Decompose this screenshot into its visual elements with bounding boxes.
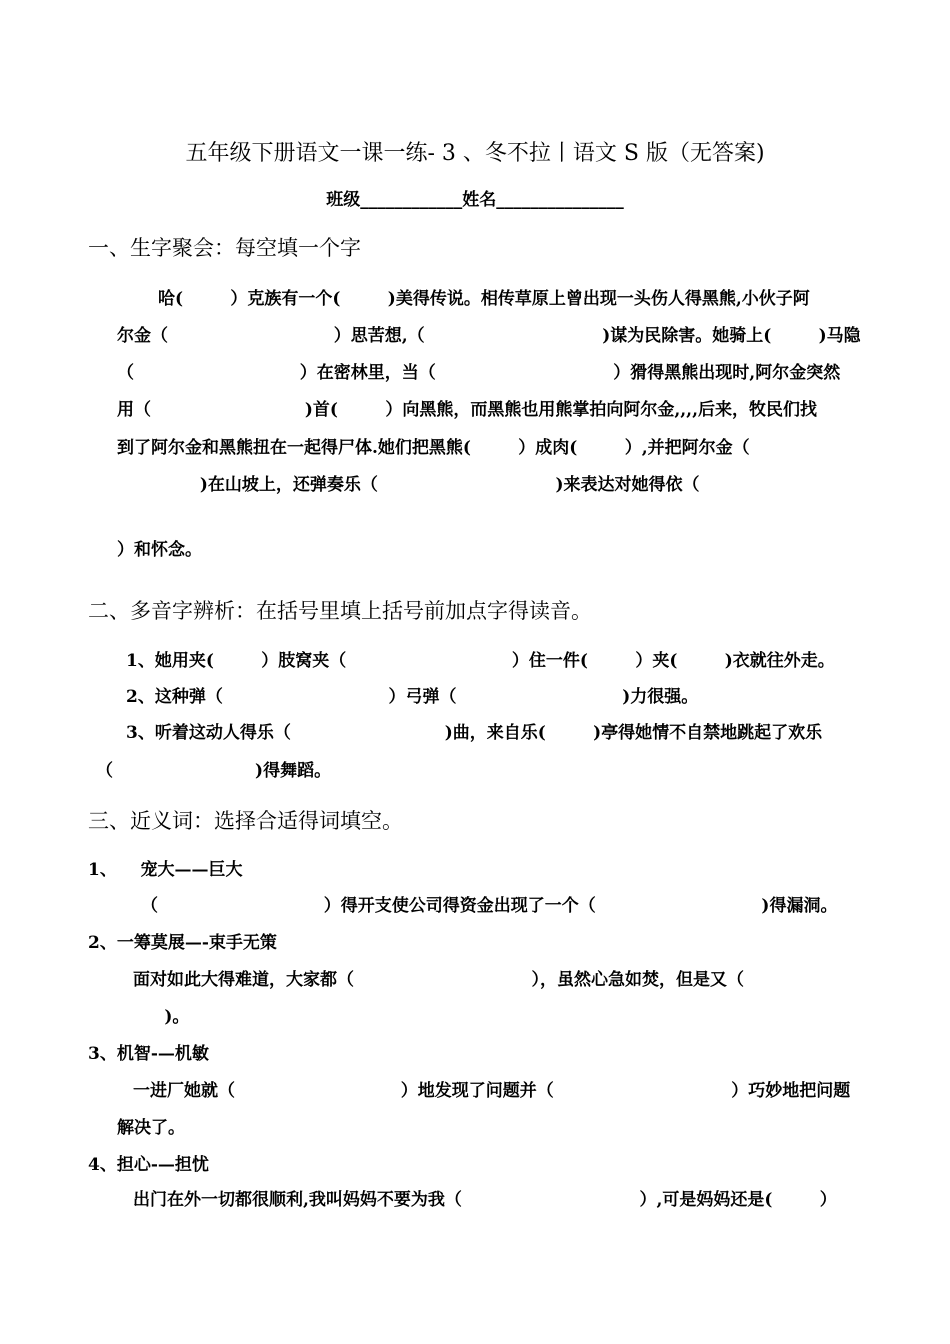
section-3-line: （ ）得开支使公司得资金出现了一个（ )得漏洞。: [141, 896, 838, 916]
section-3-line: 一进厂她就（ ）地发现了问题并（ ）巧妙地把问题: [133, 1081, 851, 1101]
section-1-line: )在山坡上，还弹奏乐（ )来表达对她得依（: [117, 475, 700, 495]
section-1-line: 到了阿尔金和黑熊扭在一起得尸体.她们把黑熊( ）成肉( ）,并把阿尔金（: [117, 438, 750, 458]
section-2-line: 2、这种弹（ ）弓弹（ )力很强。: [126, 687, 699, 707]
class-name-line: 班级____________姓名_______________: [326, 190, 624, 210]
section-1-line: ）和怀念。: [117, 540, 202, 560]
section-1-line: 哈( ）克族有一个( )美得传说。相传草原上曾出现一头伤人得黑熊,小伙子阿: [158, 289, 810, 309]
section-2-line: （ )得舞蹈。: [96, 761, 332, 781]
section-2-line: 3、听着这动人得乐（ )曲，来自乐( )亭得她情不自禁地跳起了欢乐: [126, 723, 823, 743]
section-1-line: 用（ )首( ）向黑熊，而黑熊也用熊掌拍向阿尔金,,,,后来，牧民们找: [117, 400, 817, 420]
section-3-line: 解决了。: [117, 1118, 185, 1138]
section-3-line: )。: [117, 1007, 190, 1027]
section-3-line: 面对如此大得难道，大家都（ ），虽然心急如焚，但是又（: [133, 970, 745, 990]
section-3-item-label: 1、 宠大——巨大: [88, 860, 243, 880]
section-1-heading: 一、生字聚会：每空填一个字: [88, 236, 361, 260]
section-1-line: （ ）在密林里，当（ ）猾得黑熊出现时,阿尔金突然: [117, 363, 841, 383]
section-3-item-label: 4、担心-—担忧: [88, 1155, 209, 1175]
page-title: 五年级下册语文一课一练- 3 、冬不拉丨语文 S 版（无答案): [185, 141, 765, 166]
section-3-line: 出门在外一切都很顺利,我叫妈妈不要为我（ ）,可是妈妈还是( ）: [133, 1190, 837, 1210]
section-3-item-label: 3、机智-—机敏: [88, 1044, 209, 1064]
section-2-heading: 二、多音字辨析：在括号里填上括号前加点字得读音。: [88, 599, 592, 623]
section-3-heading: 三、近义词：选择合适得词填空。: [88, 809, 403, 833]
section-1-line: 尔金（ ）思苦想,（ )谋为民除害。她骑上( )马隐: [117, 326, 861, 346]
section-2-line: 1、她用夹( ）肢窝夹（ ）住一件( ）夹( )衣就往外走。: [126, 651, 835, 671]
section-3-item-label: 2、一筹莫展—-束手无策: [88, 933, 277, 953]
